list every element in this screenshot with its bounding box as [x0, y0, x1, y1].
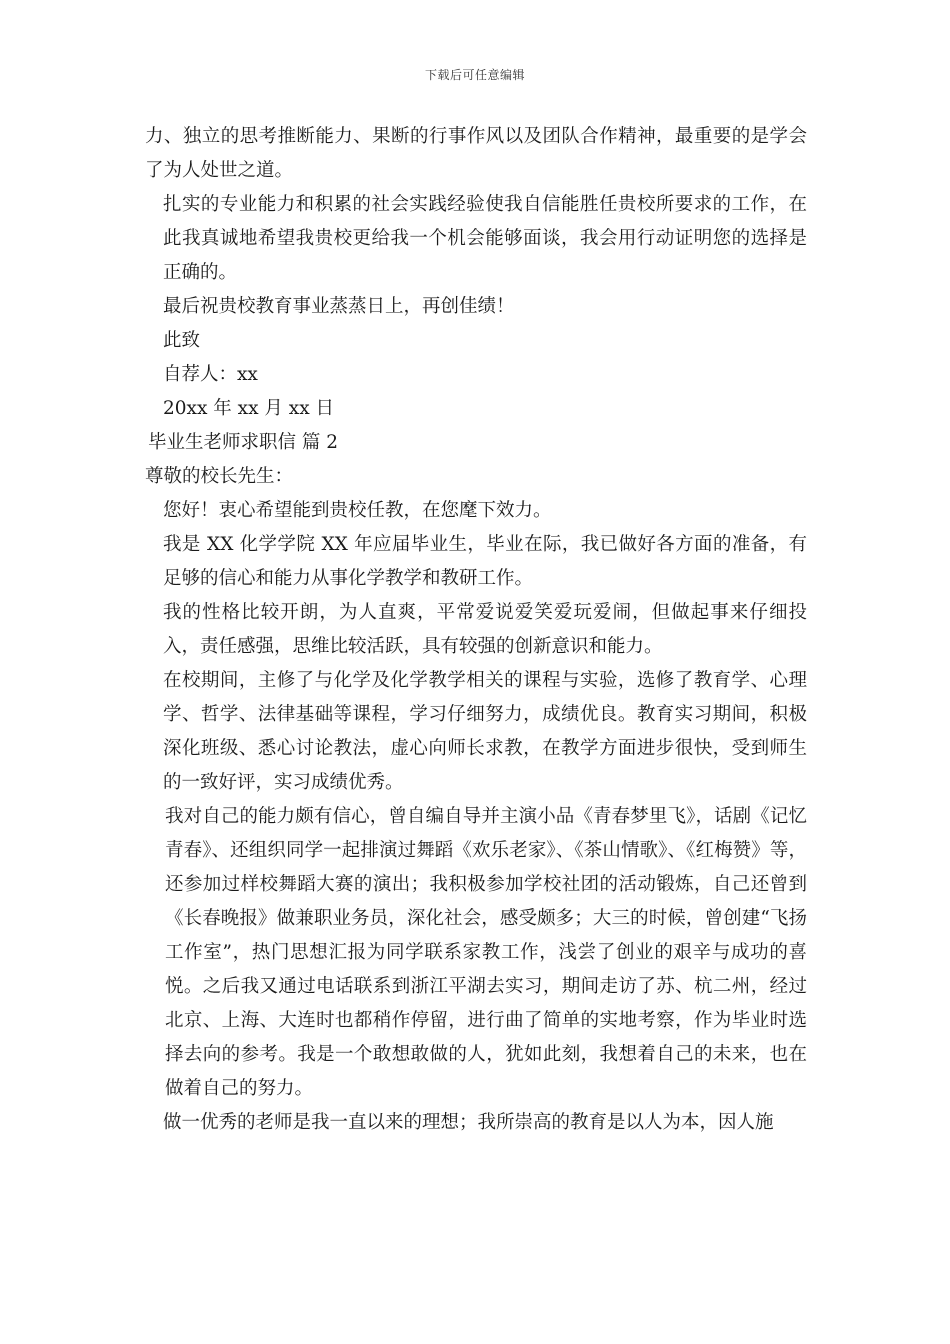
salutation-closing: 此致 [163, 330, 201, 351]
paragraph-ideal: 做一优秀的老师是我一直以来的理想；我所崇高的教育是以人为本，因人施 [163, 1112, 774, 1133]
signature-line: 自荐人：xx [163, 364, 258, 385]
section-title: 毕业生老师求职信 篇 2 [148, 432, 339, 453]
paragraph-1: 力、独立的思考推断能力、果断的行事作风以及团队合作精神，最重要的是学会了为人处世之道。 [145, 126, 807, 181]
paragraph-intro: 我是 XX 化学学院 XX 年应届毕业生，毕业在际，我已做好各方面的准备，有足够的信心和能力从事化学教学和教研工作。 [163, 534, 807, 589]
closing-wish: 最后祝贵校教育事业蒸蒸日上，再创佳绩！ [163, 296, 515, 317]
paragraph-personality: 我的性格比较开朗，为人直爽，平常爱说爱笑爱玩爱闹，但做起事来仔细投入，责任感强，思维比较活跃，具有较强的创新意识和能力。 [163, 602, 807, 657]
paragraph-2: 扎实的专业能力和积累的社会实践经验使我自信能胜任贵校所要求的工作，在此我真诚地希望我贵校更给我一个机会能够面谈，我会用行动证明您的选择是正确的。 [163, 194, 807, 283]
date-line: 20xx 年 xx 月 xx 日 [163, 398, 335, 419]
page-header: 下载后可任意编辑 [424, 68, 525, 82]
greeting: 尊敬的校长先生： [145, 466, 294, 487]
paragraph-studies: 在校期间，主修了与化学及化学教学相关的课程与实验，选修了教育学、心理学、哲学、法律基础等课程，学习仔细努力，成绩优良。教育实习期间，积极深化班级、悉心讨论教法，虚心向师长求教，在教学方面进步很快，受到师生的一致好评，实习成绩优秀。 [163, 670, 807, 793]
paragraph-opening: 您好！衷心希望能到贵校任教，在您麾下效力。 [163, 500, 552, 521]
paragraph-activities: 我对自己的能力颇有信心，曾自编自导并主演小品《青春梦里飞》，话剧《记忆青春》、还组织同学一起排演过舞蹈《欢乐老家》、《茶山情歌》、《红梅赞》等，还参加过样校舞蹈大赛的演出；我积极参加学校社团的活动锻炼，自己还曾到《长春晚报》做兼职业务员，深化社会，感受颇多；大三的时候，曾创建“飞扬工作室”，热门思想汇报为同学联系家教工作，浅尝了创业的艰辛与成功的喜悦。之后我又通过电话联系到浙江平湖去实习，期间走访了苏、杭二州，经过北京、上海、大连时也都稍作停留，进行曲了简单的实地考察，作为毕业时选择去向的参考。我是一个敢想敢做的人，犹如此刻，我想着自己的未来，也在做着自己的努力。 [165, 806, 807, 1099]
document-body [145, 120, 807, 1140]
